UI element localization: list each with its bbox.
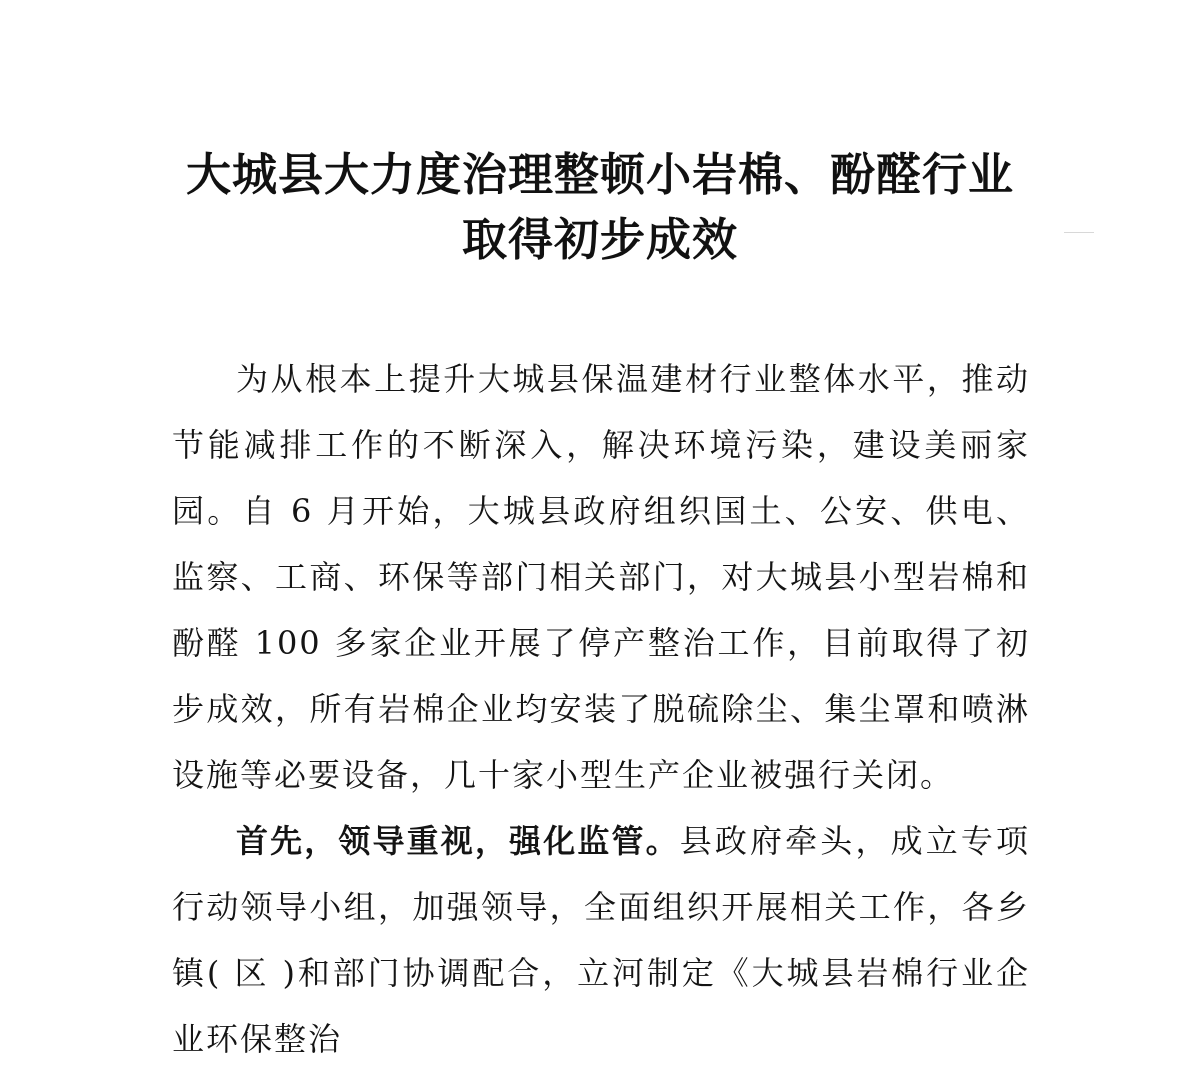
document-body bbox=[172, 346, 1030, 1072]
paragraph-leadership-lead: 首先，领导重视，强化监管。 bbox=[236, 822, 680, 860]
paragraph-leadership-text: 县政府牵头，成立专项行动领导小组，加强领导，全面组织开展相关工作，各乡镇( 区 )和部门协调配合，立河制定《大城县岩棉行业企业环保整治 bbox=[172, 822, 1030, 1058]
document-title-line-2: 取得初步成效 bbox=[461, 213, 738, 266]
paragraph-intro bbox=[172, 346, 1030, 808]
paragraph-leadership bbox=[172, 808, 1030, 1072]
paragraph-intro-text: 为从根本上提升大城县保温建材行业整体水平，推动节能减排工作的不断深入，解决环境污染，建设美丽家园。自 6 月开始，大城县政府组织国土、公安、供电、监察、工商、环保等部门相关部门，对大城县小型岩棉和酚醛 100 多家企业开展了停产整治工作，目前取得了初步成效，所有岩棉企业均安装了脱硫除尘、集尘罩和喷淋设施等必要设备，几十家小型生产企业被强行关闭。 bbox=[172, 360, 1030, 794]
document-title-line-1: 大城县大力度治理整顿小岩棉、酚醛行业 bbox=[185, 148, 1014, 201]
